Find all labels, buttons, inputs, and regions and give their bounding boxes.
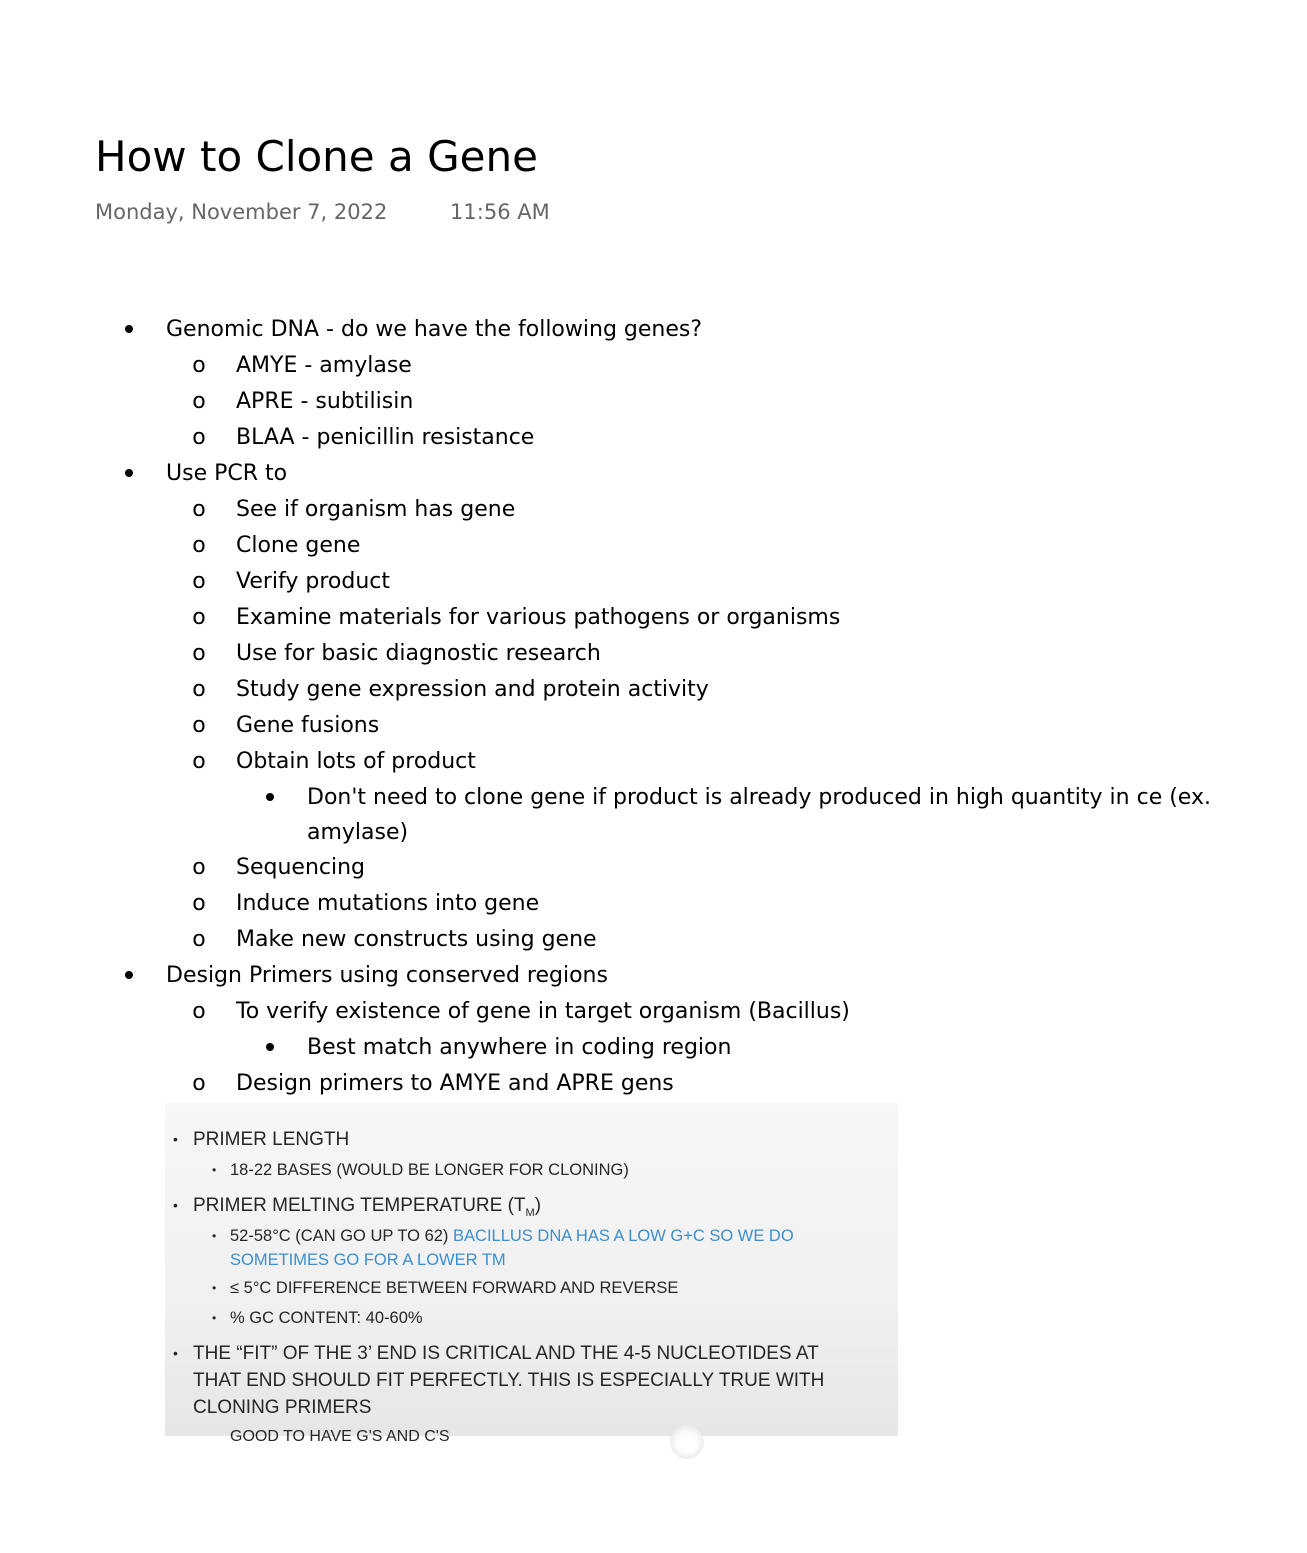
outline-item-level-2 [0, 384, 1200, 420]
slide-bullet-fit: • THE “FIT” OF THE 3’ END IS CRITICAL AND THE 4-5 NUCLEOTIDES AT [173, 1343, 819, 1364]
hollow-circle-bullet-icon: o [192, 353, 206, 378]
outline-item-level-2 [0, 564, 1200, 600]
slide-bullet-fit-line-3: CLONING PRIMERS [193, 1397, 372, 1418]
outline-item-level-2 [0, 636, 1200, 672]
hollow-circle-bullet-icon: o [192, 855, 206, 880]
outline-item-text: Obtain lots of product [236, 749, 476, 774]
slide-bullet-dot-icon: • [212, 1229, 217, 1243]
slide-subbullet-gc-content: • % GC CONTENT: 40-60% [212, 1309, 423, 1327]
outline-item-level-1 [0, 958, 1200, 994]
outline-item-text: Clone gene [236, 533, 361, 558]
outline-item-level-2 [0, 1066, 1200, 1102]
outline-item-text: APRE - subtilisin [236, 389, 414, 414]
outline-item-level-2 [0, 850, 1200, 886]
outline-item-level-2 [0, 600, 1200, 636]
slide-handwritten-note-continued: SOMETIMES GO FOR A LOWER TM [230, 1251, 506, 1269]
disc-bullet-icon [258, 1030, 282, 1066]
slide-bullet-primer-length: • PRIMER LENGTH [173, 1129, 350, 1150]
slide-subbullet-bases: • 18-22 BASES (WOULD BE LONGER FOR CLONING) [212, 1161, 629, 1179]
disc-bullet-icon [117, 456, 141, 492]
outline-item-level-3 [0, 780, 1211, 850]
note-outline [0, 312, 1211, 1102]
hollow-circle-bullet-icon: o [192, 497, 206, 522]
outline-item-level-2 [0, 744, 1200, 780]
embedded-slide-image [165, 1103, 898, 1445]
slide-bullet-fit-line-2: THAT END SHOULD FIT PERFECTLY. THIS IS ESPECIALLY TRUE WITH [193, 1370, 825, 1391]
slide-subbullet-difference: • ≤ 5°C DIFFERENCE BETWEEN FORWARD AND REVERSE [212, 1279, 679, 1297]
outline-item-text: Gene fusions [236, 713, 380, 738]
outline-item-text: See if organism has gene [236, 497, 516, 522]
outline-item-level-2 [0, 708, 1200, 744]
outline-item-text: Induce mutations into gene [236, 891, 540, 916]
outline-item-level-2 [0, 672, 1200, 708]
outline-item-text: Best match anywhere in coding region [307, 1035, 732, 1060]
outline-item-level-3 [0, 1030, 1200, 1066]
hollow-circle-bullet-icon: o [192, 927, 206, 952]
hollow-circle-bullet-icon: o [192, 891, 206, 916]
hollow-circle-bullet-icon: o [192, 425, 206, 450]
outline-item-text: Use for basic diagnostic research [236, 641, 601, 666]
hollow-circle-bullet-icon: o [192, 713, 206, 738]
page-title: How to Clone a Gene [95, 132, 538, 181]
outline-item-level-2 [0, 348, 1200, 384]
hollow-circle-bullet-icon: o [192, 533, 206, 558]
slide-bullet-dot-icon: • [173, 1131, 178, 1147]
outline-item-text: Use PCR to [166, 461, 288, 486]
slide-bullet-melting-temp: • PRIMER MELTING TEMPERATURE $(T_M)$ [173, 1195, 542, 1219]
hollow-circle-bullet-icon: o [192, 749, 206, 774]
outline-item-text: Make new constructs using gene [236, 927, 597, 952]
outline-item-text: Don't need to clone gene if product is already produced in high quantity in ce (ex. amylase) [307, 785, 1211, 845]
slide-bullet-dot-icon: • [212, 1311, 217, 1325]
outline-item-level-2 [0, 922, 1200, 958]
hollow-circle-bullet-icon: o [192, 1071, 206, 1096]
outline-item-text: Design primers to AMYE and APRE gens [236, 1071, 674, 1096]
outline-item-level-1 [0, 312, 1200, 348]
outline-item-level-2 [0, 528, 1200, 564]
note-timestamp [95, 200, 550, 224]
slide-subbullet-temp-range: • 52-58°C (CAN GO UP TO 62) BACILLUS DNA HAS A LOW G+C SO WE DO [212, 1227, 794, 1245]
outline-item-text: AMYE - amylase [236, 353, 412, 378]
slide-bullet-dot-icon: • [212, 1281, 217, 1295]
outline-item-text: To verify existence of gene in target organism (Bacillus) [236, 999, 850, 1024]
slide-bullet-dot-icon: • [173, 1345, 178, 1361]
outline-item-level-2 [0, 492, 1200, 528]
outline-item-text: Genomic DNA - do we have the following genes? [166, 317, 703, 342]
hollow-circle-bullet-icon: o [192, 999, 206, 1024]
outline-item-level-2 [0, 420, 1200, 456]
outline-item-text: Verify product [236, 569, 391, 594]
outline-item-level-2 [0, 994, 1200, 1030]
outline-item-text: Study gene expression and protein activity [236, 677, 709, 702]
hollow-circle-bullet-icon: o [192, 569, 206, 594]
outline-item-text: Examine materials for various pathogens or organisms [236, 605, 841, 630]
note-time: 11:56 AM [450, 200, 550, 224]
outline-item-text: BLAA - penicillin resistance [236, 425, 535, 450]
outline-item-level-2 [0, 886, 1200, 922]
disc-bullet-icon [117, 312, 141, 348]
slide-bullet-dot-icon: • [173, 1197, 178, 1213]
cursor-highlight-icon [670, 1425, 704, 1459]
hollow-circle-bullet-icon: o [192, 677, 206, 702]
slide-handwritten-note: BACILLUS DNA HAS A LOW G+C SO WE DO [453, 1227, 794, 1245]
hollow-circle-bullet-icon: o [192, 605, 206, 630]
slide-bullet-dot-icon: • [212, 1163, 217, 1177]
outline-item-text: Sequencing [236, 855, 366, 880]
slide-cut-off-text: GOOD TO HAVE G'S AND C'S [230, 1428, 450, 1445]
note-date: Monday, November 7, 2022 [95, 200, 388, 224]
disc-bullet-icon [117, 958, 141, 994]
hollow-circle-bullet-icon: o [192, 641, 206, 666]
hollow-circle-bullet-icon: o [192, 389, 206, 414]
disc-bullet-icon [258, 780, 282, 816]
outline-item-text: Design Primers using conserved regions [166, 963, 608, 988]
outline-item-level-1 [0, 456, 1200, 492]
